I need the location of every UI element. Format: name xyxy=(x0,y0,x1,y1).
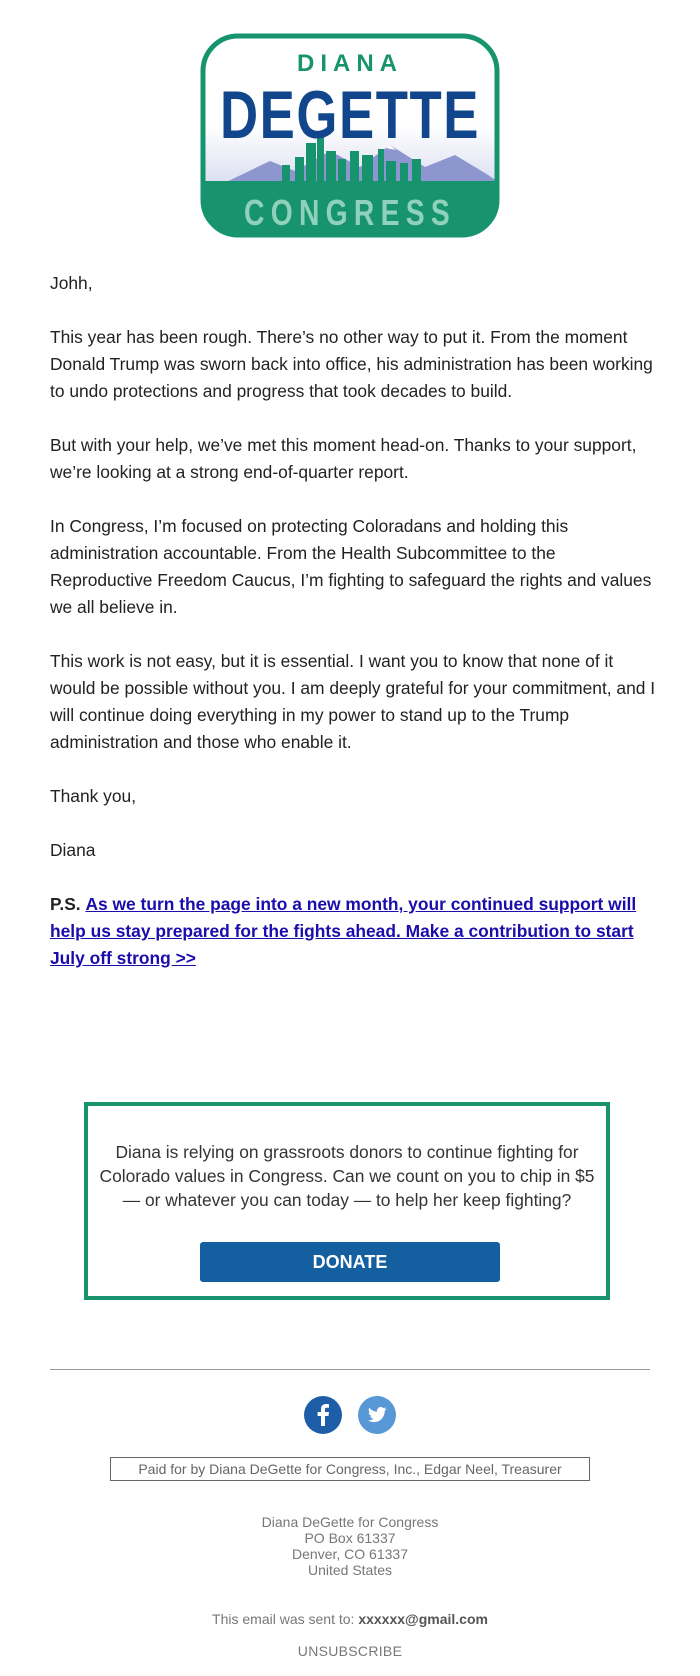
footer-divider xyxy=(50,1369,650,1370)
paragraph: In Congress, I’m focused on protecting Coloradans and holding this administration accountable. From the Health Subcommittee to the Reproductive Freedom Caucus, I’m fighting to safeguard the rights and values we all believe in. xyxy=(50,516,652,617)
ps-contribution-link[interactable]: As we turn the page into a new month, your continued support will help us stay prepared for the fights ahead. Make a contribution to start July off strong >> xyxy=(50,894,637,968)
donate-button[interactable]: DONATE xyxy=(200,1242,500,1282)
logo-first-name: DIANA xyxy=(297,50,403,77)
ps-label: P.S. xyxy=(50,894,81,914)
logo-subtitle: CONGRESS xyxy=(244,192,456,233)
campaign-logo xyxy=(200,33,500,238)
postscript xyxy=(50,891,660,972)
sent-to-email: xxxxxx@gmail.com xyxy=(358,1611,488,1627)
address-po-box: PO Box 61337 xyxy=(304,1530,396,1546)
paragraph: This work is not easy, but it is essential. I want you to know that none of it would be possible without you. I am deeply grateful for your commitment, and I will continue doing everything in my power to stand up to the Trump administration and those who enable it. xyxy=(50,651,656,752)
paragraph: But with your help, we’ve met this moment head-on. Thanks to your support, we’re looking at a strong end-of-quarter report. xyxy=(50,435,637,482)
address-country: United States xyxy=(307,1562,393,1578)
address-name: Diana DeGette for Congress xyxy=(261,1514,439,1530)
address-city: Denver, CO 61337 xyxy=(292,1546,408,1562)
twitter-icon[interactable] xyxy=(358,1396,396,1434)
sent-to-label: This email was sent to: xyxy=(212,1611,355,1627)
logo-last-name: DEGETTE xyxy=(220,77,480,153)
signature: Diana xyxy=(50,840,96,860)
closing: Thank you, xyxy=(50,786,137,806)
unsubscribe-link[interactable]: UNSUBSCRIBE xyxy=(297,1643,403,1659)
donate-box xyxy=(84,1102,610,1300)
donate-appeal-text: Diana is relying on grassroots donors to continue fighting for Colorado values in Congress. Can we count on you to chip in $5 — or whatever you can today — to help her keep fighting? xyxy=(99,1142,595,1210)
sent-to-line xyxy=(0,1611,700,1627)
greeting: Johh, xyxy=(50,273,93,293)
letter-body xyxy=(50,270,660,999)
paragraph: This year has been rough. There’s no other way to put it. From the moment Donald Trump was sworn back into office, his administration has been working to undo protections and progress that took decades to build. xyxy=(50,327,653,401)
paid-for-disclaimer: Paid for by Diana DeGette for Congress, Inc., Edgar Neel, Treasurer xyxy=(110,1457,590,1481)
facebook-icon[interactable] xyxy=(304,1396,342,1434)
